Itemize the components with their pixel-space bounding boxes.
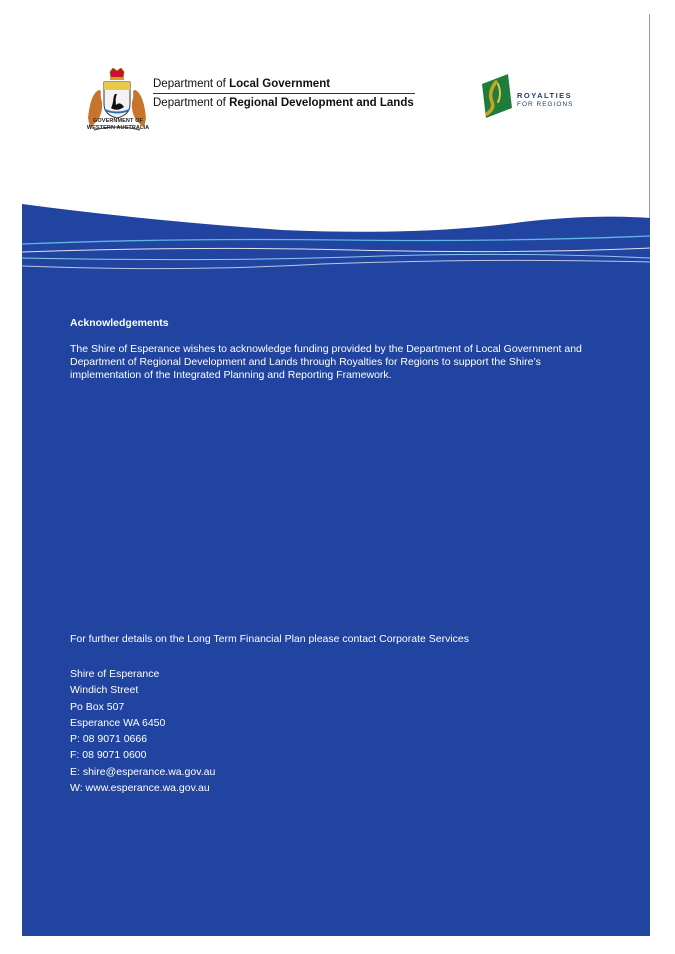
contact-website[interactable]: W: www.esperance.wa.gov.au — [70, 782, 210, 795]
contact-phone: P: 08 9071 0666 — [70, 733, 148, 746]
acknowledgements-body: The Shire of Esperance wishes to acknowledge funding provided by the Department of Local Government and Department of Regional Development and Lands through Royalties for Regions to support the Shire’s implementation of the Integrated Planning and Reporting Framework. — [70, 343, 582, 381]
contact-email[interactable]: E: shire@esperance.wa.gov.au — [70, 765, 216, 778]
contact-details — [70, 666, 215, 796]
wave-banner — [22, 200, 650, 280]
contact-fax: F: 08 9071 0600 — [70, 749, 147, 762]
for-regions-label: FOR REGIONS — [517, 101, 574, 108]
crest-caption — [80, 118, 156, 131]
royalties-label: ROYALTIES — [517, 91, 573, 100]
contact-po-box: Po Box 507 — [70, 700, 125, 713]
dept2-bold: Regional Development and Lands — [229, 97, 414, 109]
dept1-prefix: Department of — [153, 78, 230, 90]
royalties-for-regions-logo-icon — [478, 70, 514, 120]
contact-locality: Esperance WA 6450 — [70, 716, 166, 729]
crest-caption-line1: GOVERNMENT OF — [93, 118, 143, 124]
contact-org: Shire of Esperance — [70, 668, 160, 680]
contact-intro: For further details on the Long Term Financial Plan please contact Corporate Services — [70, 633, 470, 645]
department-regional-development — [153, 97, 414, 109]
dept2-prefix: Department of — [153, 97, 230, 109]
header — [0, 0, 650, 200]
dept1-bold: Local Government — [229, 78, 331, 90]
department-divider — [153, 93, 415, 94]
crest-caption-line2: WESTERN AUSTRALIA — [86, 124, 150, 131]
department-local-government — [153, 78, 330, 90]
acknowledgements-title: Acknowledgements — [70, 317, 169, 329]
contact-street: Windich Street — [70, 684, 139, 697]
